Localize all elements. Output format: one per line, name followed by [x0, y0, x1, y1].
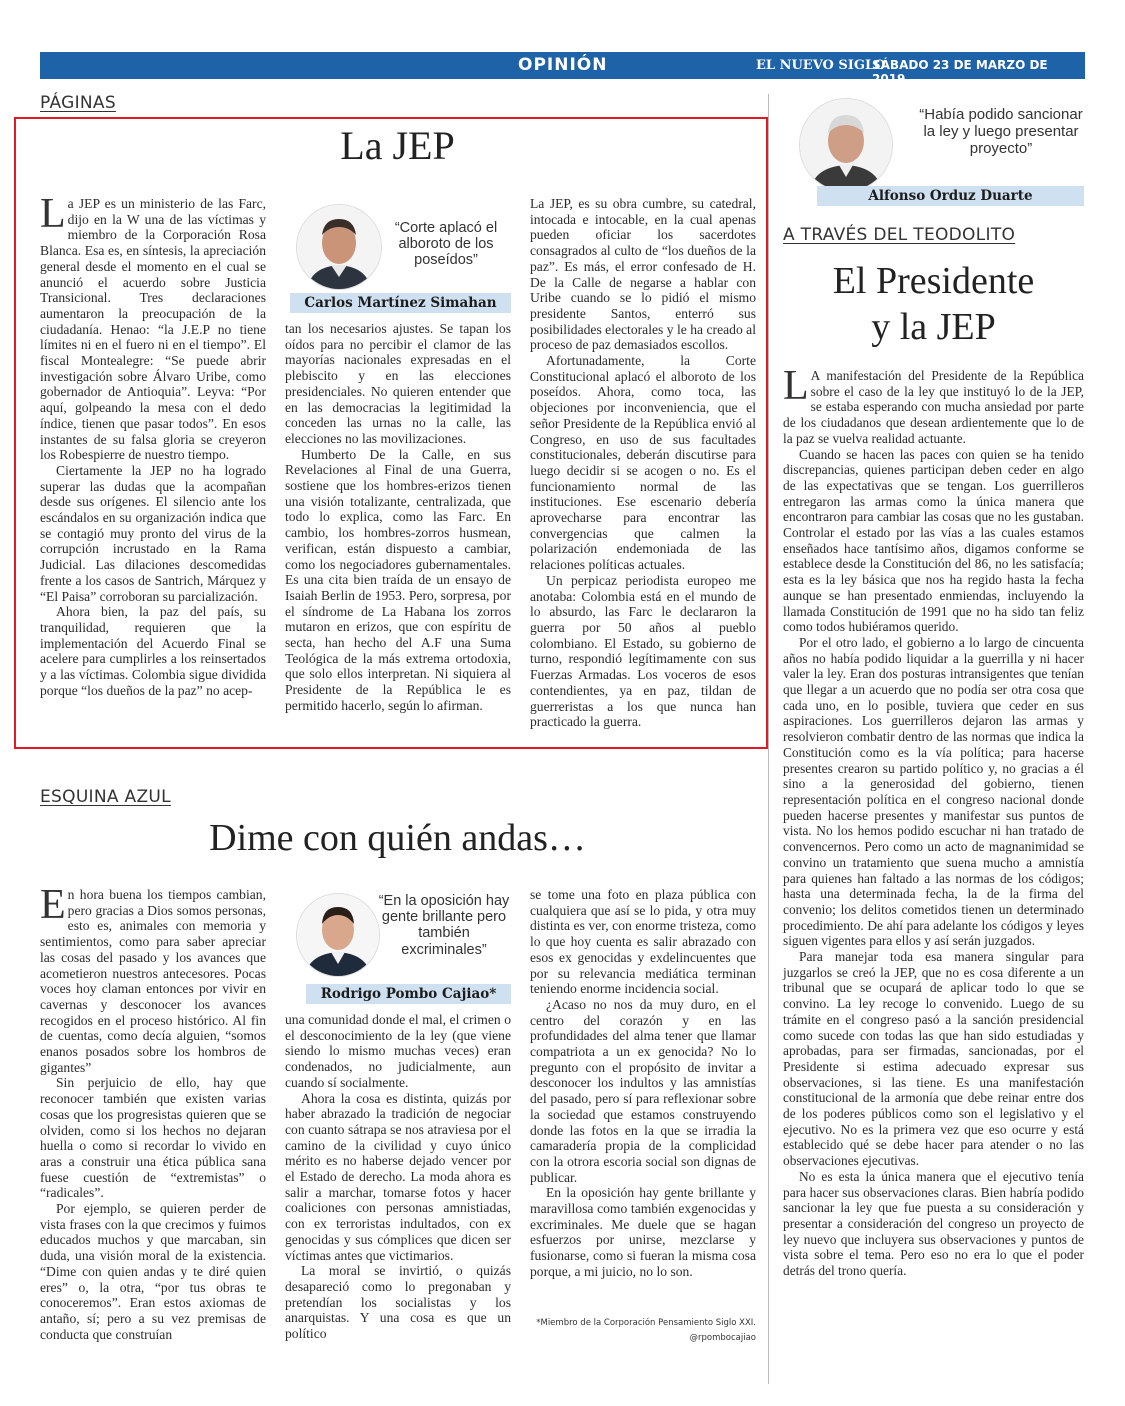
article2-footnote: *Miembro de la Corporación Pensamiento Siglo XXI. — [536, 1318, 756, 1328]
article3-body — [783, 363, 1084, 1279]
column-divider — [768, 94, 769, 1384]
paragraph — [783, 363, 1084, 447]
paragraph — [530, 573, 756, 730]
article3-quote: “Había podido sancionar la ley y luego presentar proyecto” — [919, 106, 1083, 157]
paragraph-text: Por ejemplo, se quieren perder de vista frases con la que crecimos y fuimos educados muchos y que marcaban, sin duda, una visión moral de la existencia. “Dime con quien andas y te diré quien eres” o, la otra, “por tus obras te conoceremos”. Eran estos axiomas de antaño, sí; pero a su vez premisas de conducta que construían — [40, 1201, 266, 1342]
paragraph-text: n hora buena los tiempos cambian, pero gracias a Dios somos personas, esto es, animales con memoria y sentimientos, como para saber apreciar las cosas del pasado y los avances que acometieron nuestros antecesores. Pocas voces hoy claman entonces por vivir en cavernas y desconocer los avances recogidos en el proceso histórico. Al fin de cuentas, como decía alguien, “somos enanos posados sobre los hombros de gigantes” — [40, 887, 266, 1075]
newspaper-name: EL NUEVO SIGLO — [756, 58, 886, 73]
paragraph — [40, 191, 266, 463]
article2-column-2 — [285, 1012, 511, 1342]
paragraph-text: Para manejar toda esa manera singular para juzgarlos se creó la JEP, que no es cosa diferente a un tribunal que se ocupará de aplicar todo lo que se convino. La ley recoge lo convenido. Luego de su trámite en el congreso pasó a la sanción presidencial como sucede con todas las que han sido estudiadas y aprobadas, para ser firmadas, sancionadas, por el Presidente si estima adecuado expresar sus observaciones, si las tiene. Es una manifestación constitucional de la armonía que debe reinar entre dos de los poderes públicos como son el legislativo y el ejecutivo. No es la primera vez que eso ocurre y está establecido qué se debe hacer para atender o no las observaciones ejecutivas. — [783, 949, 1084, 1169]
paragraph-text: Humberto De la Calle, en sus Revelaciones al Final de una Guerra, sostiene que los hombres-erizos tienen una visión totalizante, centralizada, que todo lo explica, como las Farc. En cambio, los hombres-zorros husmean, verifican, están dispuesto a cambiar, como los negociadores gubernamentales. Es una cita bien traída de un ensayo de Isaiah Berlin de 1953. Pero, sorpresa, por el síndrome de La Habana los zorros mutaron en erizos, que con espíritu de secta, han hecho del A.F una Suma Teológica de la más extrema ortodoxia, que solo ellos interpretan. Ni siquiera al Presidente de la República le es permitido hacerlo, según lo afirman. — [285, 446, 511, 713]
paragraph — [40, 604, 266, 698]
article1-column-1 — [40, 191, 266, 699]
page-header-bar — [40, 52, 1120, 86]
paragraph-text: A manifestación del Presidente de la República sobre el caso de la ley que instituyó lo de la JEP, se estaba esperando con mucha ansiedad por parte de los ciudadanos que desean ardientemente que lo de la paz se vuelva realidad actuante. — [783, 368, 1084, 446]
paragraph — [530, 997, 756, 1185]
paragraph-text: Ahora bien, la paz del país, su tranquilidad, requieren que la implementación del Acuerdo Final se acelere para cumplirles a los reinsertados y a las víctimas. Colombia sigue dividida porque “los dueños de la paz” no acep- — [40, 604, 266, 698]
author-photo — [296, 893, 380, 977]
paragraph-text: Cuando se hacen las paces con quien se ha tenido discrepancias, quienes participan deben ceder en algo de las expectativas que se tengan. Los guerrilleros entregaron las armas como la única manera que encontraron para cambiar las cosas que no les gustaban. Controlar el estado por las vías a las cuales estamos enseñados hace tantísimo años, digamos conforme se establece desde la Constitución del 86, no les satisfacía; esta es la ley básica que nos ha regido hasta la fecha aunque se han presentado enmiendas, incluyendo la llamada Constitución de 1991 que no ha sido tan feliz como todos hubiéramos querido. — [783, 446, 1084, 635]
paragraph — [783, 635, 1084, 949]
paragraph-text: se tome una foto en plaza pública con cualquiera que así se lo pida, y otra muy distinta es ver, con enorme tristeza, como lo que hoy cuenta es salir abrazado con esos ex genocidas y exdelincuentes que por su relevancia mediática terminan teniendo enorme incidencia social. — [530, 887, 756, 997]
paragraph-text: La moral se invirtió, o quizás desapareció como lo pregonaban y pretendían los socialistas y los anarquistas. Y una cosa es que un político — [285, 1263, 511, 1342]
paragraph-text: Ahora la cosa es distinta, quizás por haber abrazado la tradición de negociar con cuanto sátrapa se nos atraviesa por el camino de la civilidad y cuyo único mérito es no haberse dejado vencer por el Estado de derecho. La moda ahora es salir a marchar, tomarse fotos y hacer coaliciones con personas amnistiadas, con ex terroristas indultados, con ex genocidas y sus cómplices que dicen ser víctimas antes que victimarios. — [285, 1090, 511, 1263]
paragraph-text: tan los necesarios ajustes. Se tapan los oídos para no percibir el clamor de las mayorías nacionales expresadas en el plebiscito y en las elecciones presidenciales. No quieren entender que en las democracias la legitimidad la conceden las urnas no la calle, las elecciones no las movilizaciones. — [285, 321, 511, 446]
section-title: OPINIÓN — [518, 55, 608, 75]
paragraph — [285, 321, 511, 447]
paragraph — [530, 1185, 756, 1279]
drop-cap: L — [783, 363, 809, 409]
article1-column-2 — [285, 321, 511, 714]
paragraph — [40, 1201, 266, 1342]
paragraph-text: Un perpicaz periodista europeo me anotaba: Colombia está en el mundo de lo absurdo, las Farc le declararon la guerra por 50 años al pueblo colombiano. El Estado, su gobierno de turno, respondió legítimamente con sus Fuerzas Armadas. Los voceros de esos contendientes, ya en paz, tildan de guerreristas a los que nunca han practicado la guerra. — [530, 572, 756, 730]
paragraph — [530, 887, 756, 997]
article3-title-line2: y la JEP — [871, 306, 996, 348]
paragraph — [285, 1263, 511, 1342]
article2-quote: “En la oposición hay gente brillante pero también excriminales” — [378, 893, 510, 958]
page-number: 9A — [1092, 53, 1120, 75]
paragraph — [285, 447, 511, 714]
paragraph-text: ¿Acaso no nos da muy duro, en el centro del corazón y en las profundidades del alma tener que llamar compatriota a un ex genocida? No lo pregunto con el propósito de invitar a desconocer los indultos y las amnistías del pasado, pero sí para reflexionar sobre la sociedad que estamos construyendo donde las fotos en la que se irradia la camaradería propia de la complicidad con la otrora escoria social son dignas de publicar. — [530, 996, 756, 1185]
paragraph — [40, 463, 266, 604]
article3-title — [783, 258, 1084, 350]
article1-author-card — [290, 198, 511, 316]
article1-column-3 — [530, 196, 756, 730]
article2-handle: @rpombocajiao — [689, 1333, 756, 1343]
paragraph-text: La JEP, es su obra cumbre, su catedral, intocada e intocable, en la cual apenas pueden oficiar los sacerdotes consagrados al culto de “los dueños de la paz”. Es más, el error confesado de H. De la Calle de negarse a hablar con Uribe cuando se lo pidió el mismo presidente Santos, enterró sus posibilidades electorales y le ha creado al proceso de paz demasiados escollos. — [530, 196, 756, 353]
article2-author-card — [286, 887, 511, 1005]
article1-kicker: PÁGINAS — [40, 93, 116, 113]
article3-title-line1: El Presidente — [832, 260, 1035, 302]
article2-column-1 — [40, 882, 266, 1342]
article1-author: Carlos Martínez Simahan — [290, 293, 511, 313]
article1-quote: “Corte aplacó el alboroto de los poseídos” — [394, 220, 498, 268]
author-photo — [296, 204, 382, 290]
article3-kicker: A TRAVÉS DEL TEODOLITO — [783, 225, 1016, 245]
article2-author: Rodrigo Pombo Cajiao* — [306, 984, 511, 1004]
drop-cap: L — [40, 191, 66, 237]
paragraph — [530, 353, 756, 573]
author-photo — [799, 98, 893, 192]
paragraph — [285, 1091, 511, 1264]
paragraph-text: No es esta la única manera que el ejecutivo tenía para hacer sus observaciones claras. Bien habría podido sancionar la ley que fue puesta a su consideración y presentar a consideración del congreso un proyecto de ley nuevo que incluyera sus observaciones y puntos de vista sobre el tema. Pero eso no era lo que el poder detrás del trono quería. — [783, 1168, 1084, 1279]
article2-kicker: ESQUINA AZUL — [40, 787, 171, 807]
paragraph — [285, 1012, 511, 1091]
paragraph — [40, 1075, 266, 1201]
article3-author: Alfonso Orduz Duarte — [817, 186, 1084, 206]
article2-column-3 — [530, 887, 756, 1280]
paragraph-text: Sin perjuicio de ello, hay que reconocer también que existen varias cosas que los progresistas quieren que se olviden, como si los hechos no dejaran huella o como si recordar lo vivido en aras a construir una ética pública sana fuese cuestión de “extremistas” o “radicales”. — [40, 1075, 266, 1201]
paragraph-text: Ciertamente la JEP no ha logrado superar las dudas que la acompañan desde sus orígenes. El silencio ante los escándalos en su organización indica que se contagió muy pronto del virus de la corrupción incrustado en la Rama Judicial. Las dilaciones descomedidas frente a los casos de Santrich, Márquez y “El Paisa” corroboran su parcialización. — [40, 462, 266, 604]
paragraph-text: Afortunadamente, la Corte Constitucional aplacó el alboroto de los poseídos. Ahora, como toca, las objeciones por inconveniencia, que el señor Presidente de la República envió al Congreso, en uso de sus facultades constitucionales, deberán discutirse para luego decidir si se acogen o no. Es el funcionamiento normal de las instituciones. Ese escenario debería aprovecharse para encontrar las convergencias que calmen la polarización endemoniada de las relaciones políticas actuales. — [530, 353, 756, 573]
issue-date: SÁBADO 23 DE MARZO DE 2019 — [872, 58, 1048, 86]
paragraph — [783, 1169, 1084, 1279]
article2-title: Dime con quién andas… — [209, 817, 586, 859]
paragraph — [40, 882, 266, 1075]
paragraph — [783, 949, 1084, 1169]
drop-cap: E — [40, 882, 66, 928]
paragraph — [783, 447, 1084, 635]
paragraph — [530, 196, 756, 353]
paragraph-text: una comunidad donde el mal, el crimen o el desconocimiento de la ley (que viene siendo lo mismo muchas veces) eran condenados, no judicialmente, aun cuando sí socialmente. — [285, 1012, 511, 1090]
paragraph-text: En la oposición hay gente brillante y maravillosa como también exgenocidas y excriminales. Me duele que se hagan esfuerzos por unirse, mezclarse y fusionarse, como si fueran la misma cosa porque, a mi juicio, no lo son. — [530, 1185, 756, 1279]
paragraph-text: a JEP es un ministerio de las Farc, dijo en la W una de las víctimas y miembro de la Corporación Rosa Blanca. Esa es, en síntesis, la apreciación general desde el momento en el cual se anunció el acuerdo sobre Justicia Transicional. Tres declaraciones aumentaron la preocupación de la ciudadanía. Henao: “la J.E.P no tiene límites ni en el fuero ni en el tiempo”. El fiscal Montealegre: “Se puede abrir investigación sobre Álvaro Uribe, como gobernador de Antioquia”. Leyva: “Por aquí, golpeando la mesa con el dedo índice, tienen que pasar todos”. En esos instantes de su falsa gloria se creyeron los Robespierre de nuestro tiempo. — [40, 196, 266, 463]
paragraph-text: Por el otro lado, el gobierno a lo largo de cincuenta años no había podido liquidar a la guerrilla y ni hacer valer la ley. Eran dos posturas intransigentes que tenían que llegar a un acuerdo que no podía ser otra cosa que cada uno, en lo posible, tuviera que ceder en sus aspiraciones. Los guerrilleros dejaron las armas y resolvieron combatir dentro de las normas que indica la Constitución como es la vía política; para hacerse presentes crearon su partido político y, no gracias a él sino a la generosidad del gobierno, tienen representación política en el congreso nacional donde pueden hacerse presentes y manifestar sus puntos de vista. No los hemos podido escuchar ni han tratado de convencernos. Pero como un acto de magnanimidad se convino un tratamiento que suena mucho a amnistía para quienes han faltado a las normas de los códigos; hasta una determinada fecha, la de la firma del convenio; los delitos cometidos tienen un determinado procedimiento. De ahí para adelante los códigos y leyes siguen vigentes para ellos y así serán juzgados. — [783, 634, 1084, 949]
article3-author-card — [787, 94, 1084, 208]
article1-title: La JEP — [340, 123, 455, 168]
